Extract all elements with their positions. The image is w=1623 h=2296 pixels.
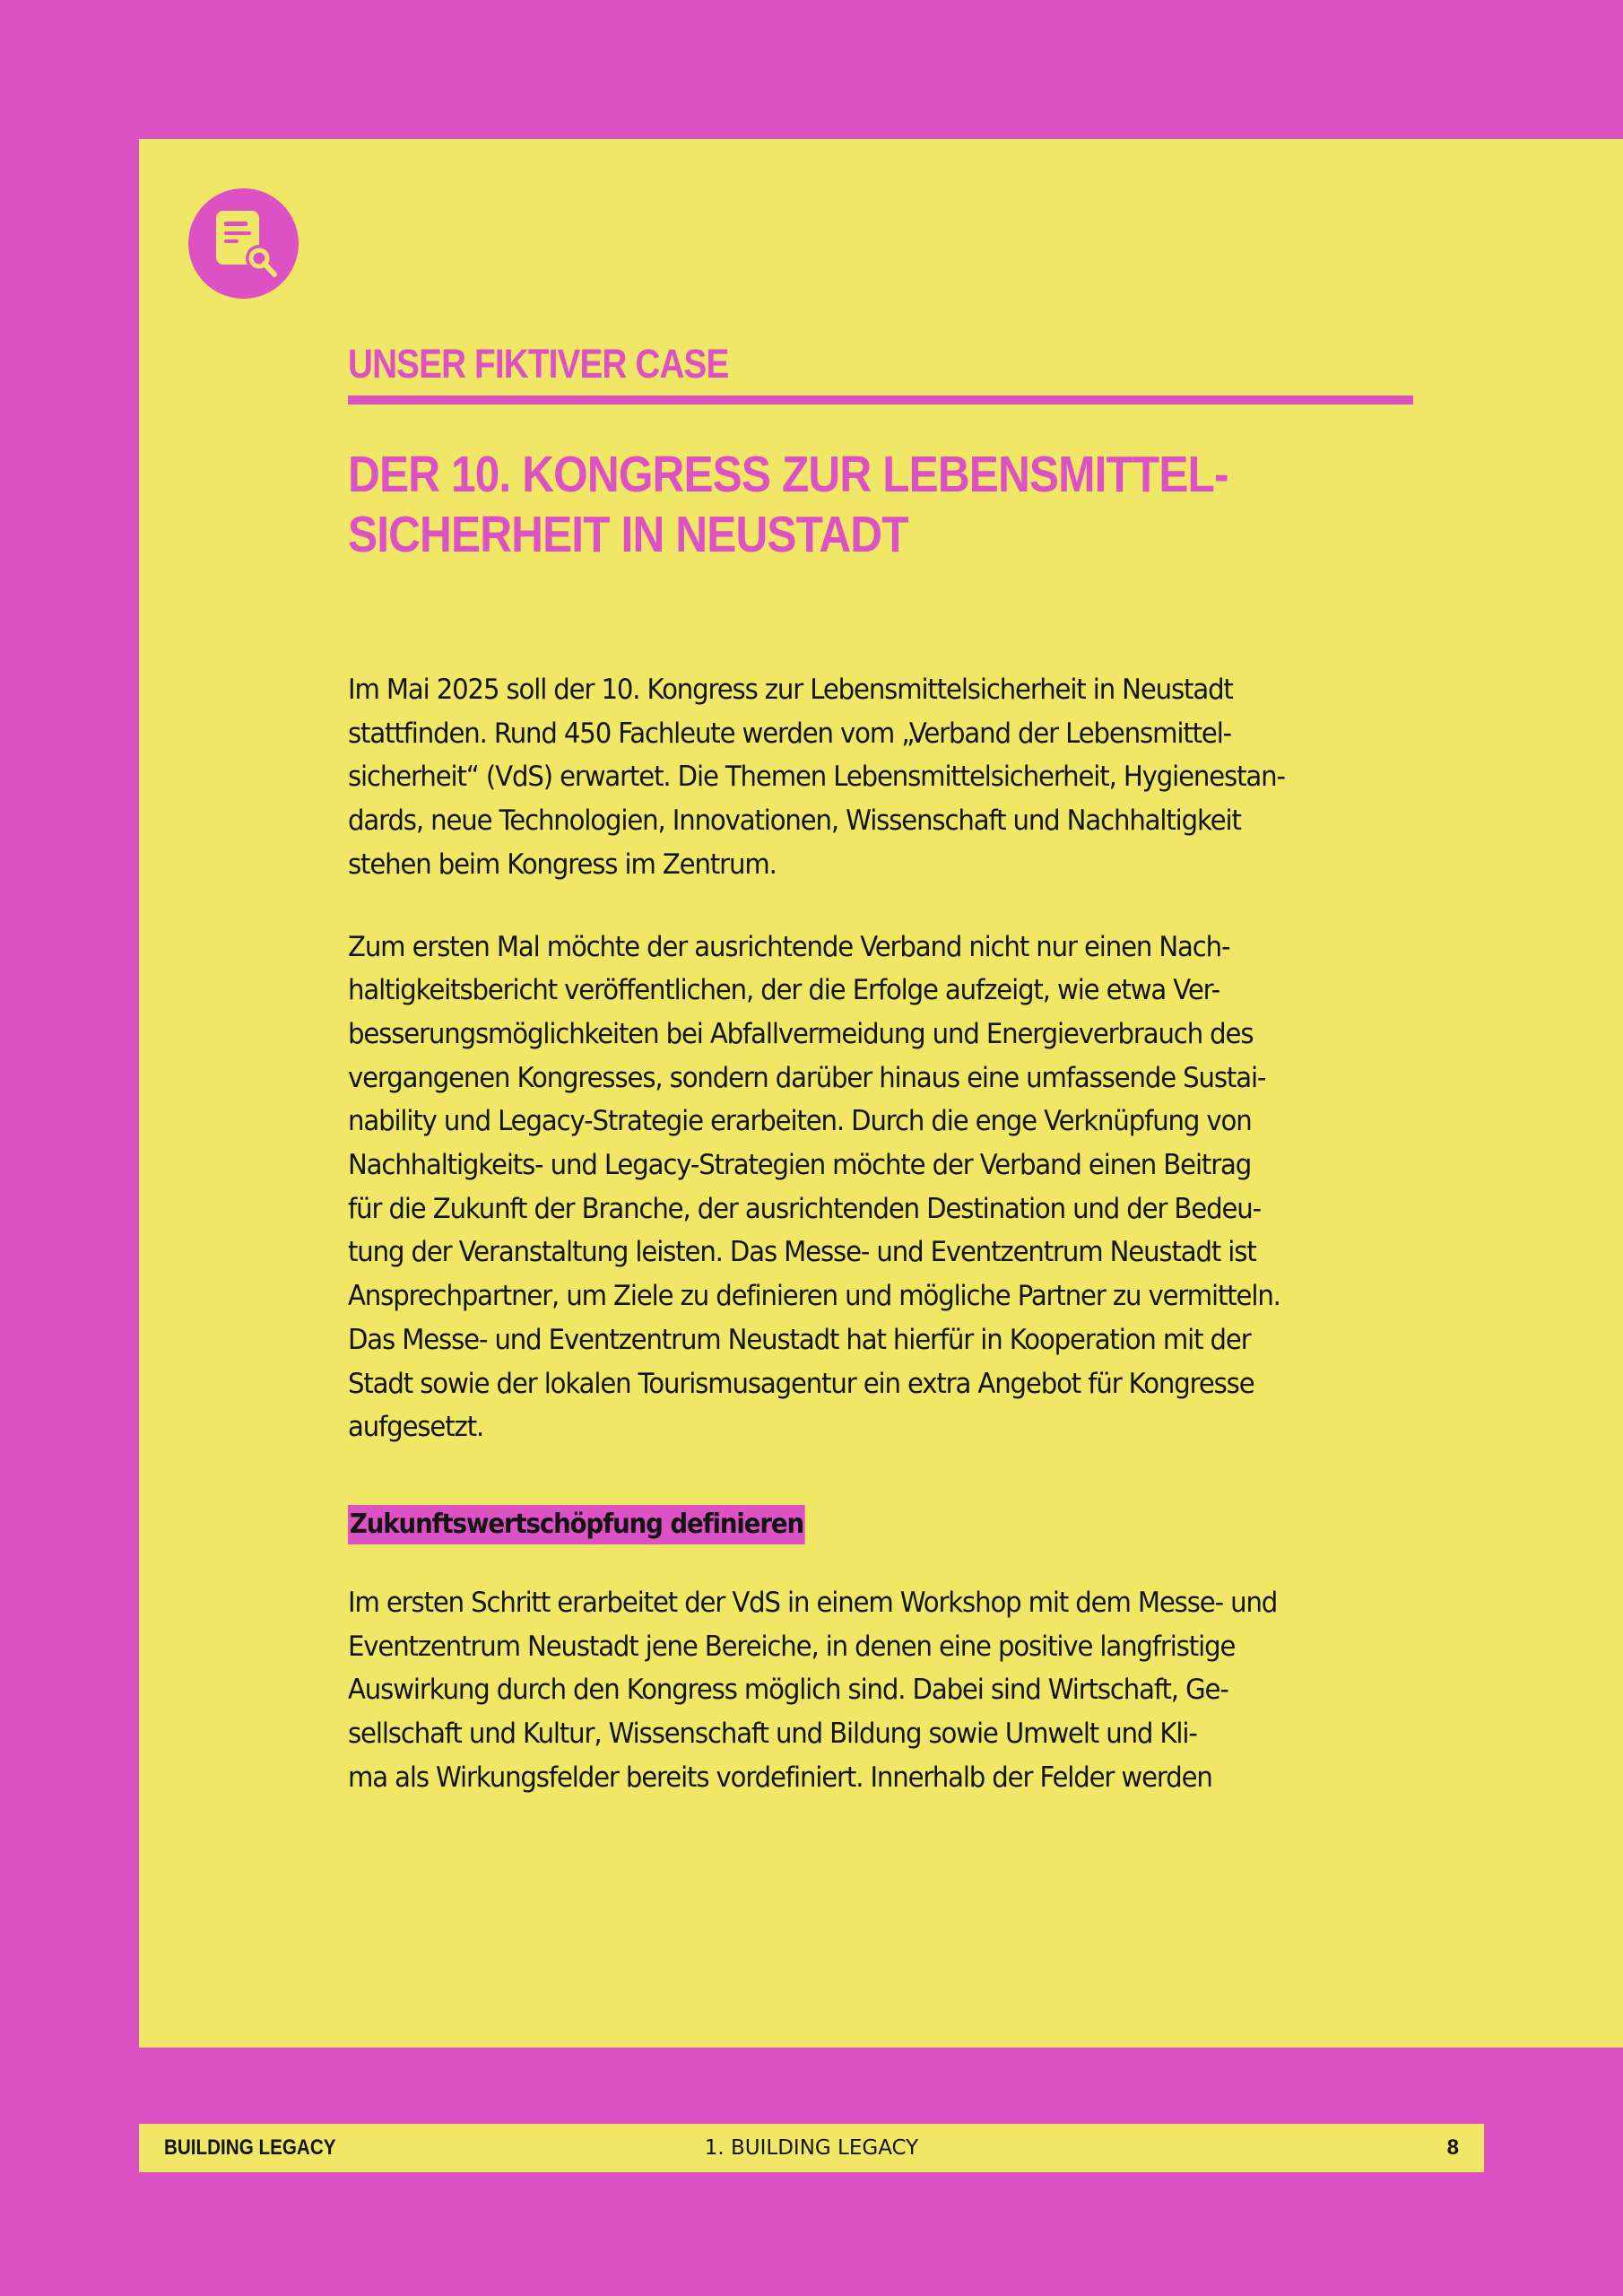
title-line: DER 10. KONGRESS ZUR LEBENSMITTEL- <box>348 446 1228 503</box>
text-line: sellschaft und Kultur, Wissenschaft und Bildung sowie Umwelt und Kli- <box>348 1718 1197 1751</box>
highlighted-subheading: Zukunftswertschöpfung definieren <box>348 1505 805 1544</box>
article <box>348 341 1415 1799</box>
text-line: stehen beim Kongress im Zentrum. <box>348 848 777 881</box>
text-line: sicherheit“ (VdS) erwartet. Die Themen Lebensmittelsicherheit, Hygienestan- <box>348 761 1285 794</box>
text-line: haltigkeitsbericht veröffentlichen, der die Erfolge aufzeigt, wie etwa Ver- <box>348 974 1220 1007</box>
text-line: für die Zukunft der Branche, der ausrichtenden Destination und der Bedeu- <box>348 1192 1261 1225</box>
body-paragraph <box>348 926 1415 1449</box>
footer-title: BUILDING LEGACY <box>164 2135 336 2160</box>
text-line: Auswirkung durch den Kongress möglich sind. Dabei sind Wirtschaft, Ge- <box>348 1674 1228 1707</box>
text-line: Nachhaltigkeits- und Legacy-Strategien möchte der Verband einen Beitrag <box>348 1149 1252 1182</box>
text-line: stattfinden. Rund 450 Fachleute werden vom „Verband der Lebensmittel- <box>348 717 1232 750</box>
page-number: 8 <box>1446 2135 1459 2160</box>
text-line: aufgesetzt. <box>348 1411 484 1444</box>
section-kicker: UNSER FIKTIVER CASE <box>348 341 729 387</box>
title-line: SICHERHEIT IN NEUSTADT <box>348 506 908 563</box>
kicker-divider <box>348 396 1413 404</box>
document-search-icon <box>188 188 299 299</box>
text-line: Zum ersten Mal möchte der ausrichtende Verband nicht nur einen Nach- <box>348 930 1230 963</box>
text-line: Das Messe- und Eventzentrum Neustadt hat hierfür in Kooperation mit der <box>348 1323 1251 1356</box>
text-line: Stadt sowie der lokalen Tourismusagentur ein extra Angebot für Kongresse <box>348 1367 1254 1400</box>
text-line: vergangenen Kongresses, sondern darüber hinaus eine umfassende Sustai- <box>348 1061 1266 1094</box>
body-paragraph <box>348 1581 1415 1800</box>
text-line: Im ersten Schritt erarbeitet der VdS in einem Workshop mit dem Messe- und <box>348 1586 1278 1619</box>
page-footer <box>139 2124 1484 2172</box>
intro-paragraph <box>348 668 1415 887</box>
text-line: dards, neue Technologien, Innovationen, Wissenschaft und Nachhaltigkeit <box>348 804 1241 838</box>
text-line: Ansprechpartner, um Ziele zu definieren und mögliche Partner zu vermitteln. <box>348 1280 1280 1313</box>
text-line: besserungsmöglichkeiten bei Abfallvermeidung und Energieverbrauch des <box>348 1017 1254 1050</box>
text-line: Eventzentrum Neustadt jene Bereiche, in denen eine positive langfristige <box>348 1630 1236 1663</box>
text-line: nability und Legacy-Strategie erarbeiten. Durch die enge Verknüpfung von <box>348 1105 1252 1138</box>
text-line: Im Mai 2025 soll der 10. Kongress zur Lebensmittelsicherheit in Neustadt <box>348 674 1233 706</box>
page-title <box>348 445 1417 565</box>
footer-chapter: 1. BUILDING LEGACY <box>704 2136 919 2160</box>
text-line: tung der Veranstaltung leisten. Das Messe- und Eventzentrum Neustadt ist <box>348 1236 1256 1269</box>
subheading-row <box>348 1505 1415 1546</box>
text-line: ma als Wirkungsfelder bereits vordefiniert. Innerhalb der Felder werden <box>348 1761 1212 1794</box>
